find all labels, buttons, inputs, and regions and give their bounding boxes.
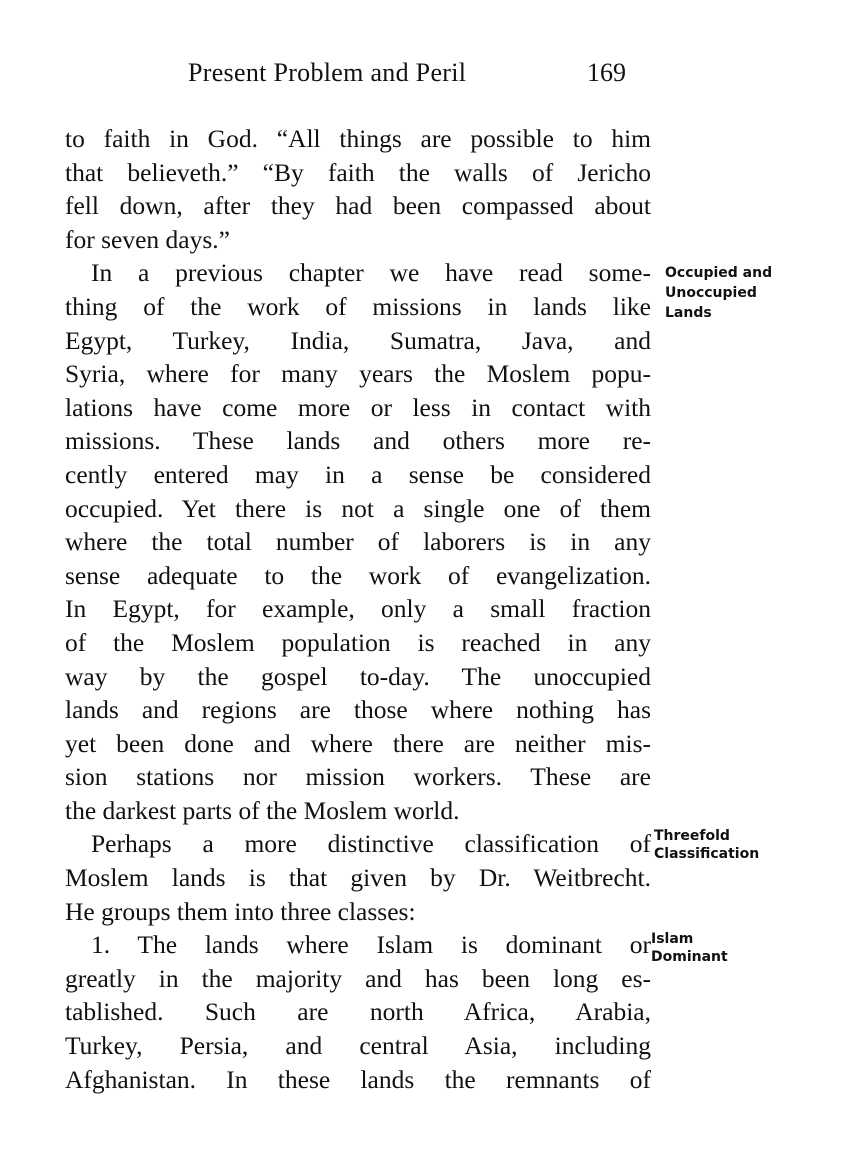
text-line: fell down, after they had been compassed about bbox=[65, 191, 651, 221]
sidenote-line: Classification bbox=[654, 846, 760, 862]
text-line: Afghanistan. In these lands the remnants of bbox=[65, 1064, 651, 1094]
text-line: In a previous chapter we have read some- bbox=[91, 258, 651, 288]
text-line: sense adequate to the work of evangelization. bbox=[65, 560, 651, 590]
text-line: Moslem lands is that given by Dr. Weitbrecht. bbox=[65, 863, 651, 893]
text-line: sion stations nor mission workers. These are bbox=[65, 762, 651, 792]
text-line: missions. These lands and others more re- bbox=[65, 426, 651, 456]
sidenote-islam-dominant bbox=[651, 929, 728, 967]
body-text bbox=[65, 122, 651, 1096]
sidenote-occupied-unoccupied-lands bbox=[665, 263, 772, 323]
text-line: where the total number of laborers is in any bbox=[65, 527, 651, 557]
text-line: lations have come more or less in contact with bbox=[65, 392, 651, 422]
text-line: Egypt, Turkey, India, Sumatra, Java, and bbox=[65, 325, 651, 355]
text-line: In Egypt, for example, only a small fraction bbox=[65, 594, 651, 624]
text-line: cently entered may in a sense be considered bbox=[65, 459, 651, 489]
sidenote-line: Dominant bbox=[651, 949, 728, 965]
text-line: Syria, where for many years the Moslem popu- bbox=[65, 359, 651, 389]
text-line: Turkey, Persia, and central Asia, including bbox=[65, 1031, 651, 1061]
sidenote-line: Lands bbox=[665, 305, 712, 321]
text-line: for seven days.” bbox=[65, 224, 230, 254]
text-line: way by the gospel to-day. The unoccupied bbox=[65, 661, 651, 691]
text-line: the darkest parts of the Moslem world. bbox=[65, 795, 460, 825]
sidenote-line: Islam bbox=[651, 931, 694, 947]
text-line: Perhaps a more distinctive classification of bbox=[91, 829, 651, 859]
text-line: greatly in the majority and has been long es- bbox=[65, 963, 651, 993]
running-head bbox=[0, 58, 850, 98]
sidenote-line: Threefold bbox=[654, 828, 730, 844]
running-title: Present Problem and Peril bbox=[188, 58, 467, 87]
text-line: thing of the work of missions in lands like bbox=[65, 291, 651, 321]
text-line: of the Moslem population is reached in any bbox=[65, 627, 651, 657]
sidenote-line: Occupied and bbox=[665, 265, 773, 281]
sidenote-threefold-classification bbox=[654, 826, 759, 864]
text-line: yet been done and where there are neither mis- bbox=[65, 728, 651, 758]
text-line: to faith in God. “All things are possible to him bbox=[65, 124, 651, 153]
sidenote-line: Unoccupied bbox=[665, 285, 757, 301]
text-line: tablished. Such are north Africa, Arabia, bbox=[65, 997, 651, 1027]
text-line: that believeth.” “By faith the walls of Jericho bbox=[65, 157, 651, 187]
text-line: lands and regions are those where nothing has bbox=[65, 695, 651, 725]
page-number: 169 bbox=[587, 58, 626, 87]
text-line: 1. The lands where Islam is dominant or bbox=[91, 930, 651, 960]
text-line: He groups them into three classes: bbox=[65, 896, 416, 926]
text-line: occupied. Yet there is not a single one of them bbox=[65, 493, 651, 523]
